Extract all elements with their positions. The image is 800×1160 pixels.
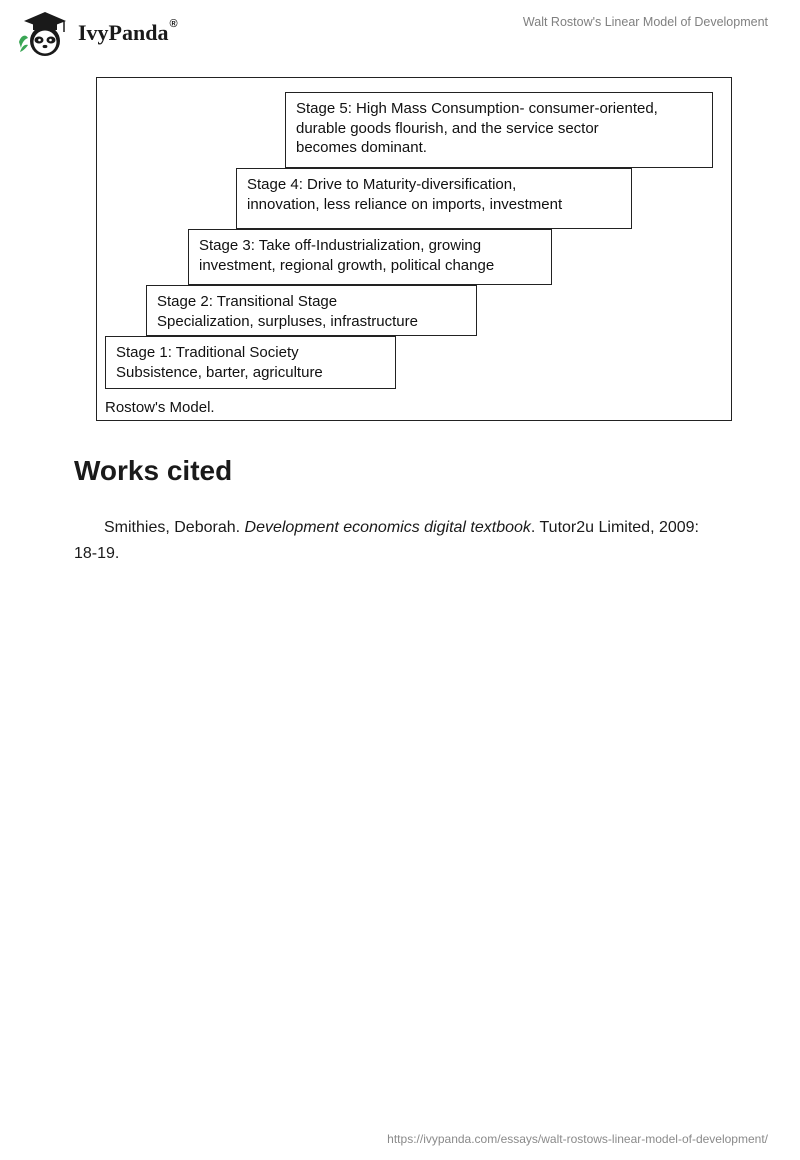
stage-3-description: investment, regional growth, political change xyxy=(199,256,495,274)
stage-2-box xyxy=(146,285,477,336)
stage-5-title: Stage 5: High Mass Consumption- consumer-oriented, xyxy=(296,100,658,117)
citation-author: Smithies, Deborah. xyxy=(104,519,245,536)
stage-5-description-line-2: becomes dominant. xyxy=(296,139,427,156)
stage-4-box xyxy=(236,168,632,229)
stage-2-title: Stage 2: Transitional Stage xyxy=(157,293,338,310)
brand-name[interactable]: IvyPanda® xyxy=(78,18,178,45)
citation-publisher: . Tutor2u Limited, 2009: 18-19. xyxy=(74,519,699,562)
figure-caption: Rostow's Model. xyxy=(105,399,215,416)
stage-2-description: Specialization, surpluses, infrastructure xyxy=(157,312,418,330)
footer-url[interactable]: https://ivypanda.com/essays/walt-rostows-linear-model-of-development/ xyxy=(387,1132,768,1146)
page-title: Walt Rostow's Linear Model of Development xyxy=(522,15,768,29)
stage-1-title: Stage 1: Traditional Society xyxy=(116,344,299,361)
panda-logo-icon[interactable] xyxy=(16,8,74,58)
stage-1-box xyxy=(105,336,396,389)
stage-3-title: Stage 3: Take off-Industrialization, growing xyxy=(199,237,482,254)
rostow-model-figure xyxy=(96,77,732,421)
citation-title: Development economics digital textbook xyxy=(244,519,531,536)
stage-4-title: Stage 4: Drive to Maturity-diversification, xyxy=(247,176,517,193)
stage-4-description: innovation, less reliance on imports, investment xyxy=(247,195,563,213)
citation-entry xyxy=(74,515,714,567)
stage-5-description-line-1: durable goods flourish, and the service sector xyxy=(296,119,599,137)
stage-1-description: Subsistence, barter, agriculture xyxy=(116,363,323,381)
page-header xyxy=(0,0,800,60)
stage-5-box xyxy=(285,92,713,168)
works-cited-heading: Works cited xyxy=(74,455,233,486)
stage-3-box xyxy=(188,229,552,285)
